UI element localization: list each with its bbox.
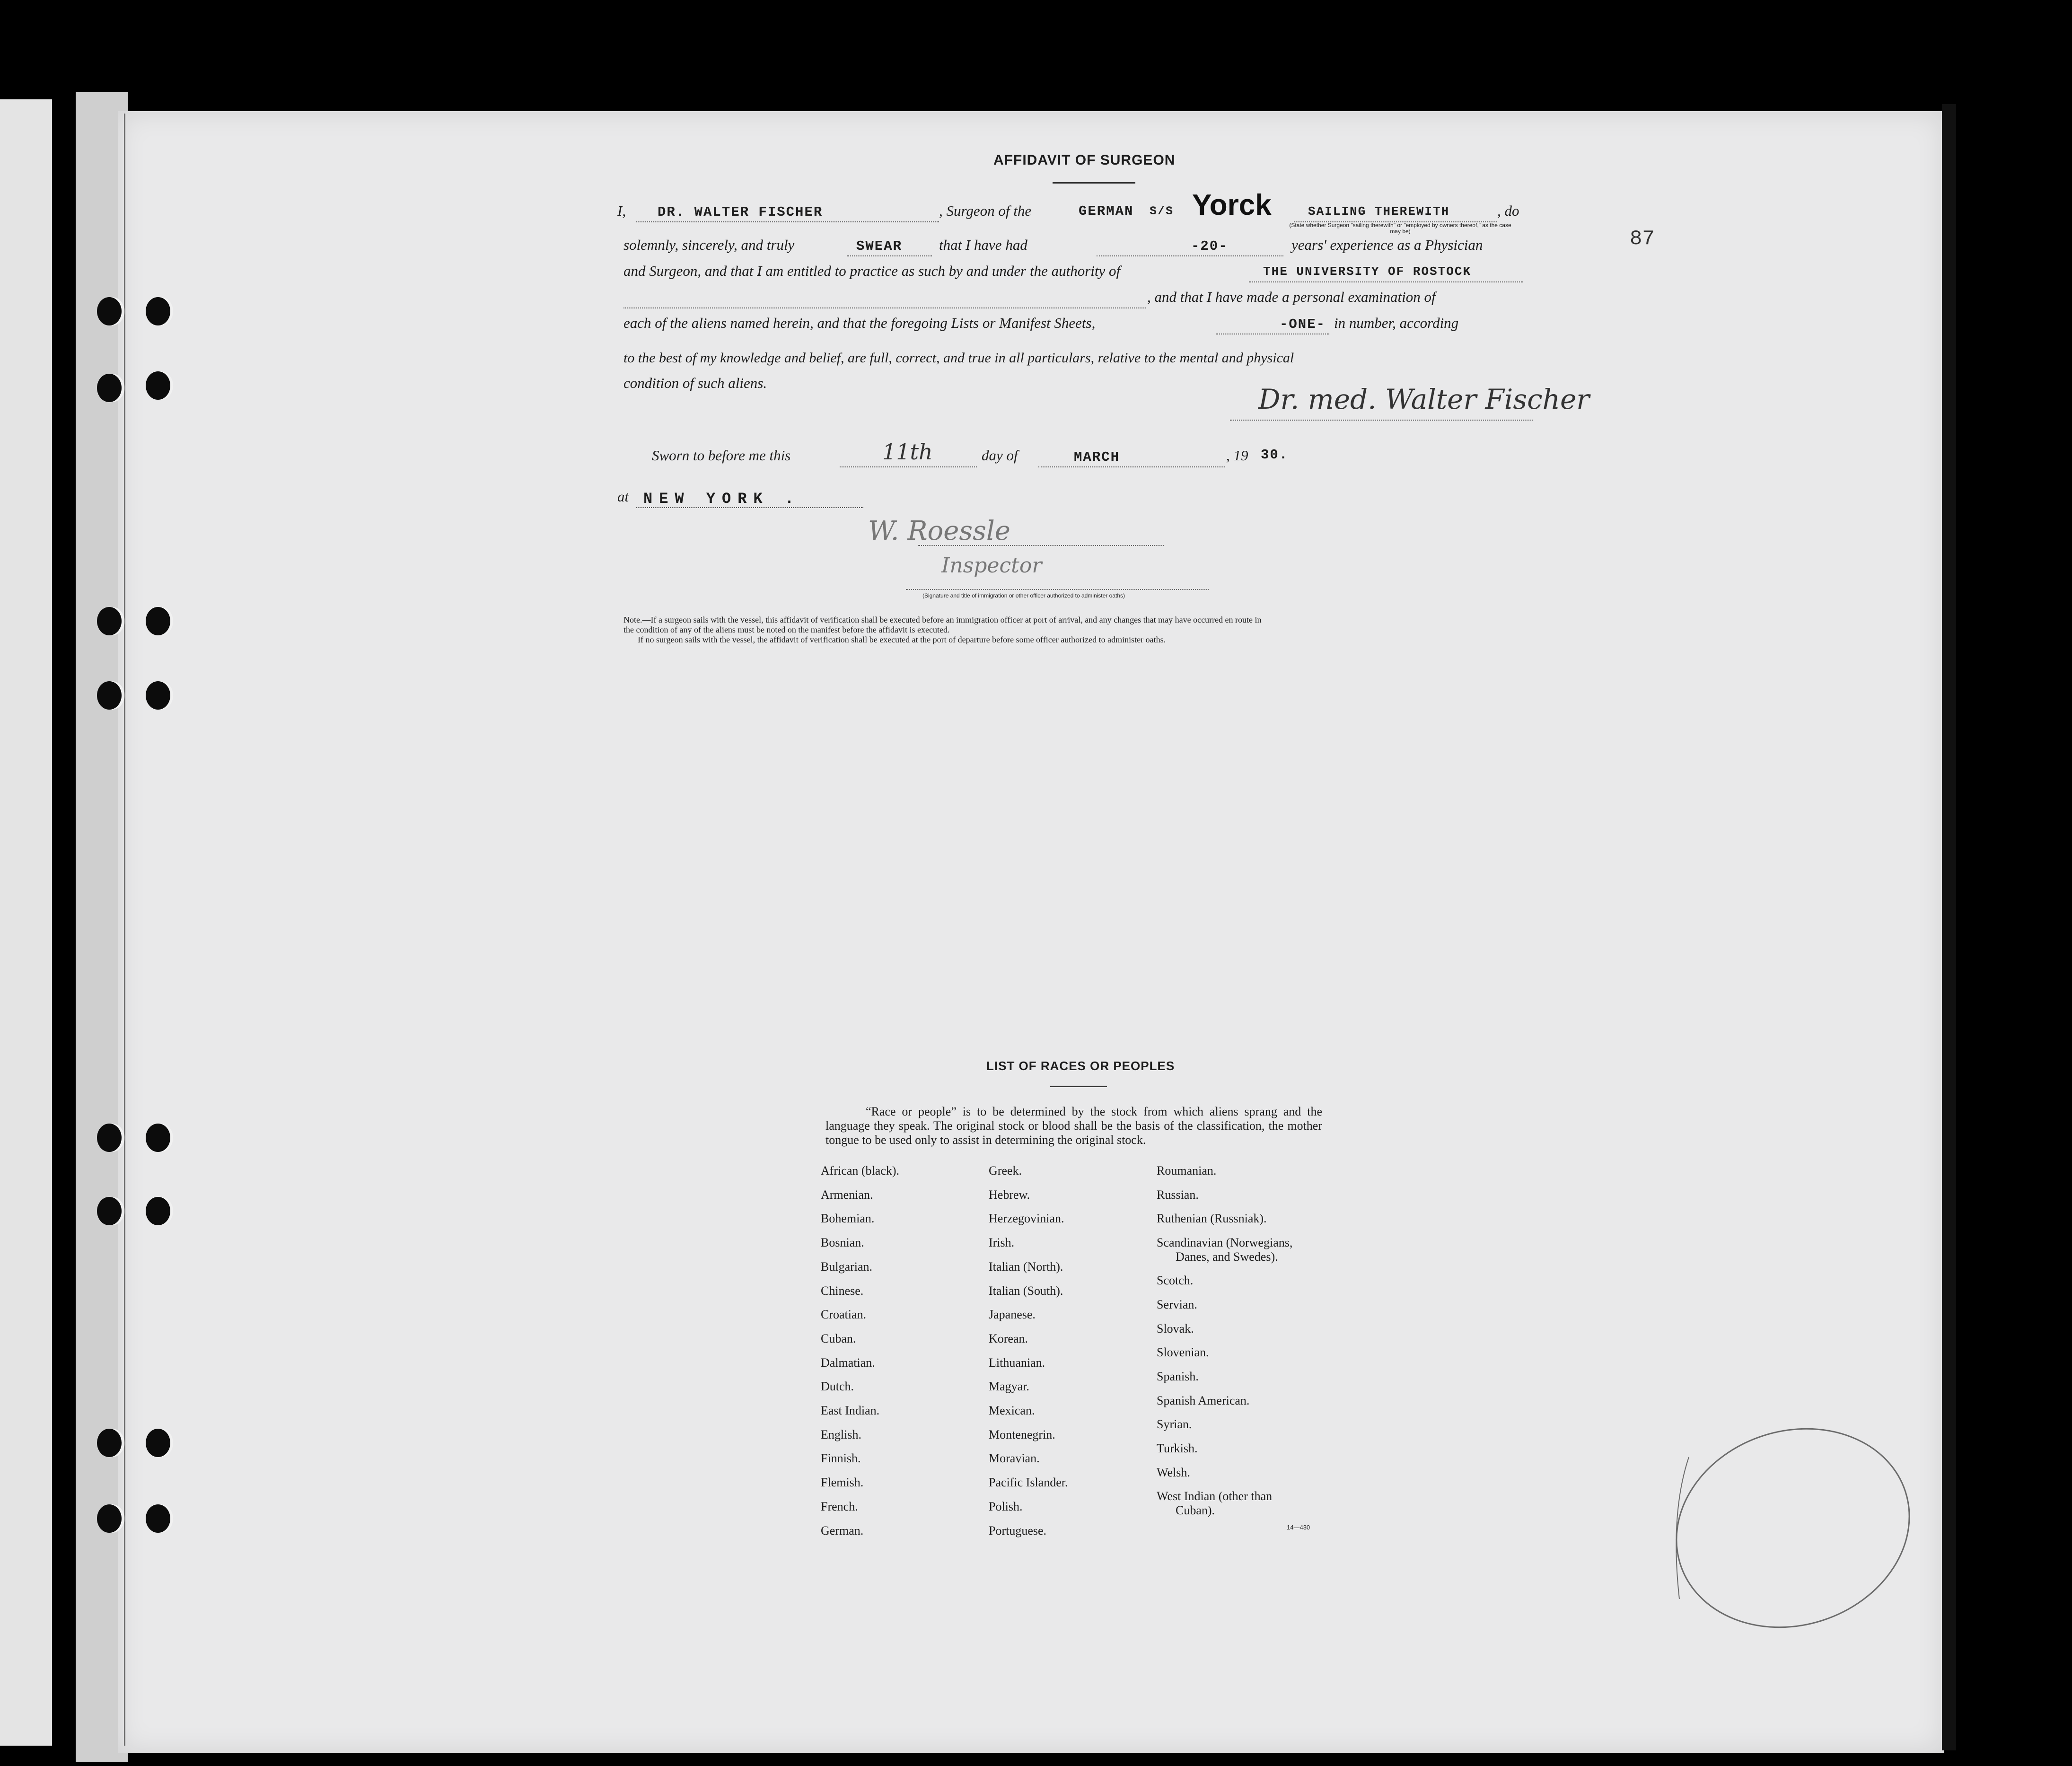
punch-hole <box>97 1504 122 1533</box>
race-item: German. <box>821 1523 864 1538</box>
note-line: Note.—If a surgeon sails with the vessel, this affidavit of verification shall be executed before an immigration officer at port of arrival, and any changes that may have occurred en route in <box>623 615 1262 624</box>
punch-hole <box>146 371 170 400</box>
race-item: Montenegrin. <box>989 1427 1055 1441</box>
oath-field <box>847 238 932 256</box>
race-item: Armenian. <box>821 1187 873 1202</box>
sailing-status-field <box>1294 204 1497 222</box>
race-item: Servian. <box>1157 1297 1197 1311</box>
punch-hole <box>97 1429 122 1457</box>
race-item: Roumanian. <box>1157 1164 1217 1177</box>
authority-field <box>1249 264 1523 282</box>
race-item: Korean. <box>989 1331 1028 1345</box>
punch-hole <box>97 607 122 635</box>
race-item: West Indian (other than <box>1157 1489 1273 1503</box>
officer-signature-line-1 <box>918 545 1164 546</box>
officer-signature: W. Roessle <box>868 516 1010 546</box>
race-item: Bohemian. <box>821 1212 875 1226</box>
sworn-day-field <box>840 439 977 467</box>
race-item: Greek. <box>989 1164 1022 1177</box>
race-item: Slovak. <box>1157 1321 1194 1335</box>
signature-line <box>1230 419 1533 421</box>
race-item: Moravian. <box>989 1451 1040 1466</box>
race-item: Lithuanian. <box>989 1355 1045 1370</box>
officer-title: Inspector <box>941 554 1042 578</box>
punch-hole <box>146 297 170 325</box>
punch-hole <box>146 1429 170 1457</box>
ship-nationality: GERMAN <box>1079 203 1134 219</box>
oath: SWEAR <box>856 238 903 254</box>
surgeon-name-field <box>636 204 939 222</box>
officer-caption: (Signature and title of immigration or other officer authorized to administer oaths) <box>922 592 1125 599</box>
affidavit-text: and Surgeon, and that I am entitled to practice as such by and under the authority of <box>623 263 1121 279</box>
race-item: Turkish. <box>1157 1441 1198 1456</box>
races-column-1 <box>821 1159 899 1543</box>
race-item: Irish. <box>989 1236 1015 1250</box>
race-item: Dutch. <box>821 1379 854 1394</box>
race-item: Finnish. <box>821 1451 861 1466</box>
race-item: Italian (South). <box>989 1283 1063 1298</box>
race-item: Spanish. <box>1157 1369 1199 1383</box>
ship-name: Yorck <box>1192 189 1272 221</box>
punch-hole <box>97 1197 122 1225</box>
sworn-year: 30. <box>1261 447 1289 463</box>
sheets-field <box>1216 316 1329 334</box>
races-intro: “Race or people” is to be determined by the stock from which aliens sprang and the language they speak. The original stock or blood shall be the basis of the classification, the mother tongue to be used only to assist in determining the original stock. <box>825 1105 1322 1147</box>
affidavit-text: , and that I have made a personal examination of <box>1147 289 1436 305</box>
race-item: Spanish American. <box>1157 1393 1250 1407</box>
race-item: Scandinavian (Norwegians, <box>1157 1236 1293 1250</box>
affidavit-text: , do <box>1497 202 1519 219</box>
place: NEW YORK . <box>643 490 801 508</box>
authority-continued-field <box>623 290 1146 308</box>
ship-type: S/S <box>1150 204 1174 218</box>
race-item: Slovenian. <box>1157 1345 1209 1360</box>
sheets-count: -ONE- <box>1280 316 1326 332</box>
affidavit-text: that I have had <box>939 237 1027 253</box>
punch-hole <box>146 1504 170 1533</box>
surgeon-name: DR. WALTER FISCHER <box>658 204 823 220</box>
authority: THE UNIVERSITY OF ROSTOCK <box>1263 264 1472 279</box>
race-item: Portuguese. <box>989 1523 1047 1538</box>
races-title-rule <box>1050 1086 1107 1087</box>
punch-hole <box>146 681 170 710</box>
note-line: the condition of any of the aliens must be noted on the manifest before the affidavit is executed. <box>623 625 950 634</box>
affidavit-text: each of the aliens named herein, and that the foregoing Lists or Manifest Sheets, <box>623 315 1096 331</box>
race-item: East Indian. <box>821 1404 880 1418</box>
affidavit-text: solemnly, sincerely, and truly <box>623 237 795 253</box>
title-rule <box>1053 182 1135 184</box>
punch-hole <box>97 297 122 325</box>
race-item: Danes, and Swedes). <box>1176 1250 1278 1264</box>
sworn-text: Sworn to before me this <box>652 447 791 464</box>
pencil-ellipse-mark <box>1651 1400 1944 1646</box>
affidavit-title: AFFIDAVIT OF SURGEON <box>993 152 1176 168</box>
surgeon-signature: Dr. med. Walter Fischer <box>1258 383 1589 415</box>
years-field <box>1097 238 1283 256</box>
punch-hole <box>146 1197 170 1225</box>
races-column-3 <box>1157 1159 1292 1518</box>
sailing-status: SAILING THEREWITH <box>1308 204 1450 219</box>
sworn-text: , 19 <box>1226 447 1248 464</box>
race-item: Scotch. <box>1157 1274 1194 1288</box>
affidavit-text: , Surgeon of the <box>939 202 1032 219</box>
race-item: African (black). <box>821 1164 900 1177</box>
adjacent-page-strip <box>0 99 52 1746</box>
sworn-text: day of <box>982 447 1018 464</box>
punch-hole <box>146 607 170 635</box>
race-item: Dalmatian. <box>821 1355 875 1370</box>
race-item: Polish. <box>989 1499 1023 1513</box>
form-number: 14—430 <box>1287 1524 1310 1531</box>
race-item: Pacific Islander. <box>989 1476 1068 1490</box>
race-item: Bulgarian. <box>821 1259 873 1274</box>
race-item: Bosnian. <box>821 1236 864 1250</box>
page-edge-line <box>124 114 125 1746</box>
note-line: If no surgeon sails with the vessel, the affidavit of verification shall be executed at the port of departure before some officer authorized to administer oaths. <box>638 635 1166 644</box>
race-item: Hebrew. <box>989 1187 1030 1202</box>
race-item: English. <box>821 1427 861 1441</box>
race-item: Japanese. <box>989 1308 1036 1322</box>
sworn-month-field <box>1038 449 1225 467</box>
punch-hole <box>97 681 122 710</box>
race-item: Syrian. <box>1157 1417 1192 1432</box>
affidavit-text: I, <box>617 202 626 219</box>
race-item: French. <box>821 1499 858 1513</box>
punch-hole <box>97 1124 122 1152</box>
sworn-day: 11th <box>882 439 933 465</box>
race-item: Chinese. <box>821 1283 864 1298</box>
race-item: Mexican. <box>989 1404 1035 1418</box>
race-item: Flemish. <box>821 1476 864 1490</box>
sworn-text: at <box>617 488 629 505</box>
race-item: Russian. <box>1157 1187 1199 1202</box>
race-item: Croatian. <box>821 1308 867 1322</box>
officer-signature-line-2 <box>906 589 1209 590</box>
status-note: (State whether Surgeon "sailing therewith" or "employed by owners thereof," as the case may be) <box>1289 222 1511 235</box>
race-item: Ruthenian (Russniak). <box>1157 1212 1267 1226</box>
race-item: Cuban. <box>821 1331 856 1345</box>
race-item: Cuban). <box>1176 1503 1215 1518</box>
race-item: Herzegovinian. <box>989 1212 1064 1226</box>
races-column-2 <box>989 1159 1068 1543</box>
race-item: Magyar. <box>989 1379 1029 1394</box>
affidavit-text: years' experience as a Physician <box>1291 237 1483 253</box>
affidavit-text: in number, according <box>1334 315 1459 331</box>
sworn-month: MARCH <box>1074 449 1120 465</box>
race-item: Italian (North). <box>989 1259 1063 1274</box>
punch-hole <box>146 1124 170 1152</box>
race-item: Welsh. <box>1157 1465 1190 1479</box>
affidavit-text: condition of such aliens. <box>623 375 767 391</box>
place-field <box>636 490 863 508</box>
years: -20- <box>1191 238 1228 254</box>
affidavit-text: to the best of my knowledge and belief, are full, correct, and true in all particulars, relative to the mental and physical <box>623 350 1294 366</box>
races-title: LIST OF RACES OR PEOPLES <box>986 1059 1175 1073</box>
punch-hole <box>97 374 122 402</box>
page-number: 87 <box>1630 227 1655 251</box>
